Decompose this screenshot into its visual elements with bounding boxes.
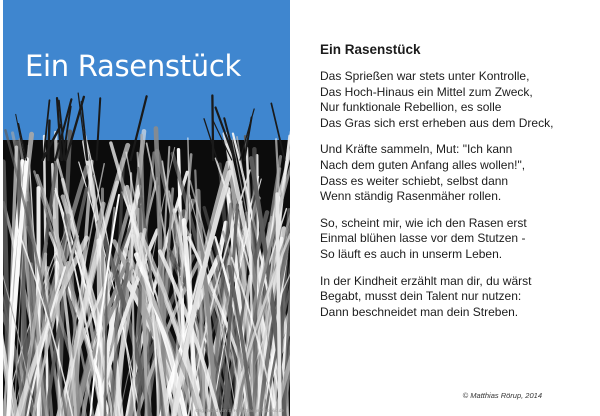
image-credit: Originalbild von S. Hofschlaeger / pixelio.de — [195, 408, 284, 413]
poem-line: Das Sprießen war stets unter Kontrolle, — [320, 69, 530, 83]
poem — [320, 42, 592, 331]
grass-blade — [254, 149, 255, 416]
poem-line: So, scheint mir, wie ich den Rasen erst — [320, 215, 527, 230]
poem-line: Das Hoch-Hinaus ein Mittel zum Zweck, — [320, 84, 533, 99]
poster-image — [3, 0, 290, 416]
poem-line: Einmal blühen lasse vor dem Stutzen - — [320, 231, 526, 246]
poem-line: Begabt, musst dein Talent nur nutzen: — [320, 289, 522, 304]
poem-line: Nach dem guten Anfang alles wollen!", — [320, 157, 526, 172]
grass-stalk — [48, 121, 49, 160]
poem-line: Nur funktionale Rebellion, es solle — [320, 100, 502, 115]
poem-line: Wenn ständig Rasenmäher rollen. — [320, 189, 502, 204]
poem-line: Dann beschneidet man dein Streben. — [320, 304, 519, 319]
poem-stanza — [320, 69, 592, 131]
grass-stalk — [212, 95, 213, 160]
poem-line: In der Kindheit erzählt man dir, du wärst — [320, 273, 532, 288]
grass-blade — [99, 241, 101, 416]
poem-title: Ein Rasenstück — [320, 42, 421, 57]
poem-stanza — [320, 274, 592, 321]
poem-stanza — [320, 142, 592, 204]
poem-line: Dass es weiter schiebt, selbst dann — [320, 173, 509, 188]
copyright-note: © Matthias Rörup, 2014 — [462, 391, 542, 400]
poem-line: Und Kräfte sammeln, Mut: "Ich kann — [320, 142, 513, 157]
poster-title: Ein Rasenstück — [25, 49, 241, 83]
poem-line: So läuft es auch in unserm Leben. — [320, 246, 503, 261]
poem-line: Das Gras sich erst erheben aus dem Dreck, — [320, 115, 554, 130]
poem-stanza — [320, 216, 592, 263]
